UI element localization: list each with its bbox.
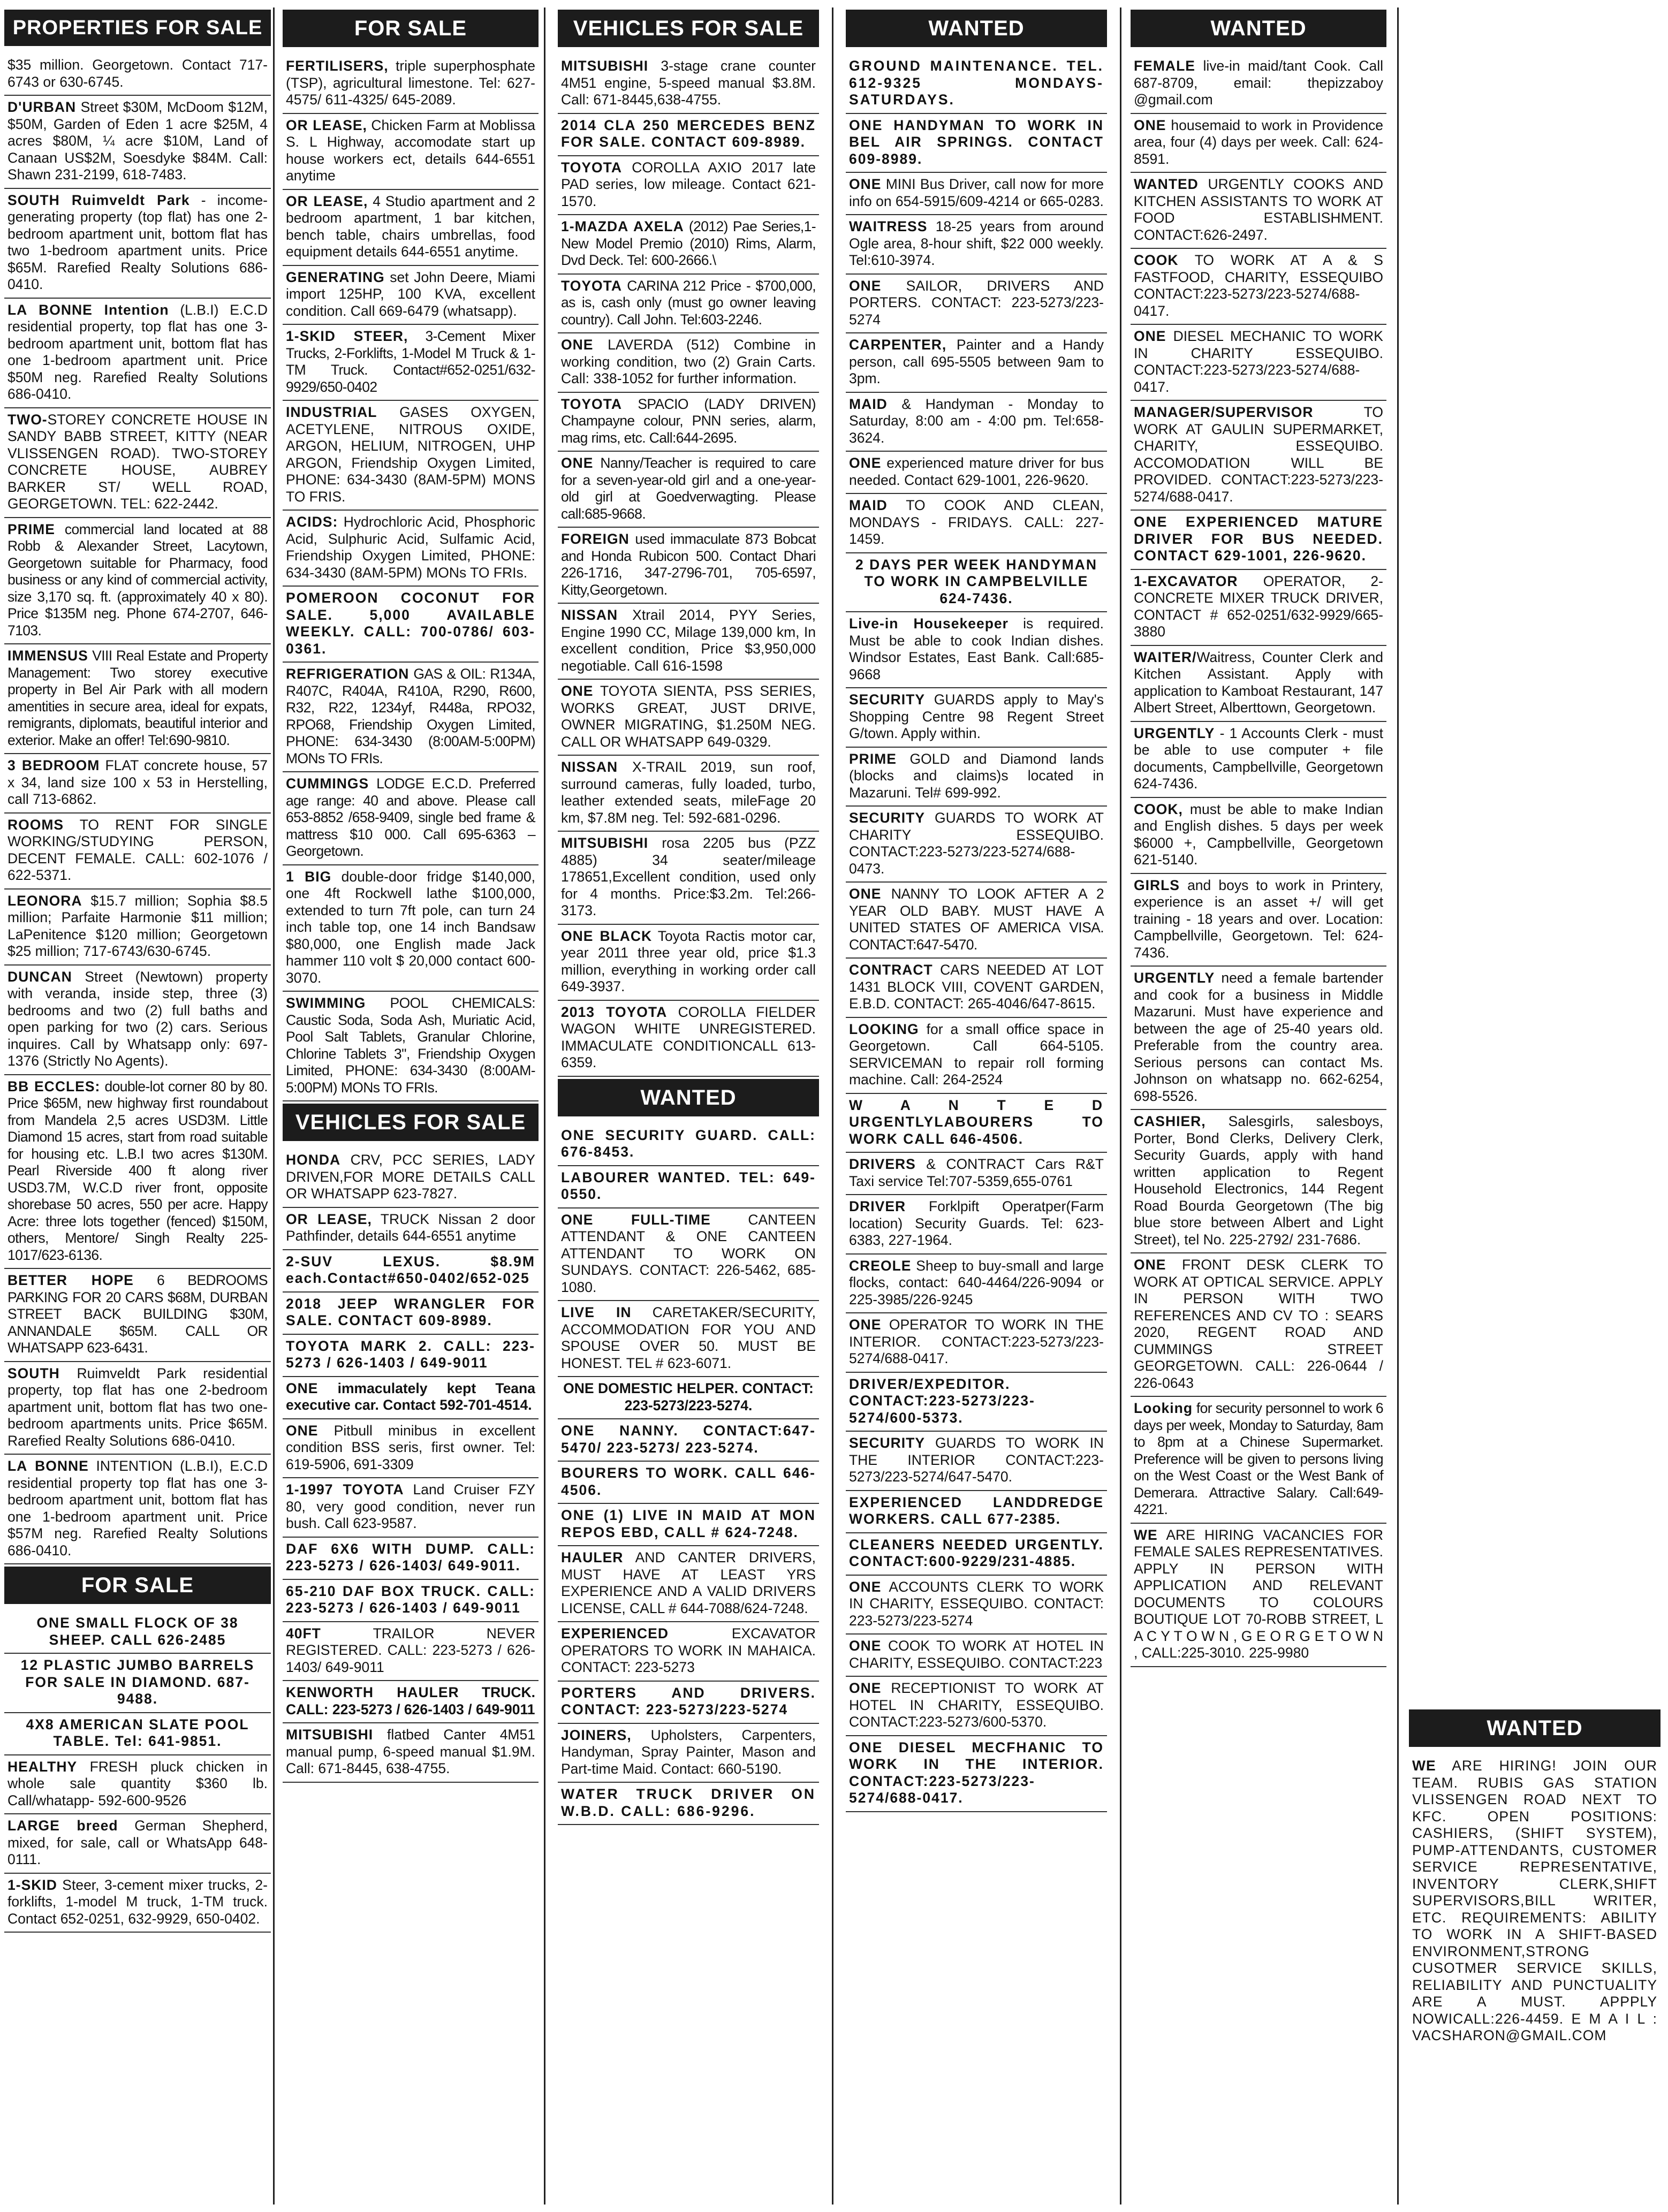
classified-ad: SECURITY GUARDS TO WORK AT CHARITY ESSEQUIBO. CONTACT:223-5273/223-5274/688-0473. <box>846 807 1107 883</box>
classified-ad: GENERATING set John Deere, Miami import 125HP, 100 KVA, excellent condition. Call 669-6479 (whatsapp). <box>283 266 539 325</box>
classified-ad: ONE LAVERDA (512) Combine in working condition, two (2) Grain Carts. Call: 338-1052 for further information. <box>558 333 819 393</box>
classified-ad: DRIVER/EXPEDITOR. CONTACT:223-5273/223-5274/600-5373. <box>846 1373 1107 1432</box>
classified-ad: CASHIER, Salesgirls, salesboys, Porter, Bond Clerks, Delivery Clerk, Security Guards, apply with hand written application to Regent Household Electronics, 144 Regent Road Bourda Georgetown (The big blue store between Albert and Light Street), tel No. 225-2792/ 231-7686. <box>1131 1110 1386 1253</box>
section-header: WANTED <box>1131 10 1386 47</box>
classified-ad: GROUND MAINTENANCE. TEL. 612-9325 MONDAYS-SATURDAYS. <box>846 55 1107 114</box>
classified-ad: ONE MINI Bus Driver, call now for more info on 654-5915/609-4214 or 665-0283. <box>846 173 1107 215</box>
section-header: WANTED <box>846 10 1107 47</box>
classified-ad: 1-SKID STEER, 3-Cement Mixer Trucks, 2-Forklifts, 1-Model M Truck & 1-TM Truck. Contact#652-0251/632-9929/650-0402 <box>283 325 539 401</box>
classified-ad: ONE OPERATOR TO WORK IN THE INTERIOR. CONTACT:223-5273/223-5274/688-0417. <box>846 1313 1107 1373</box>
classified-ad: 1-1997 TOYOTA Land Cruiser FZY 80, very good condition, never run bush. Call 623-9587. <box>283 1478 539 1538</box>
classified-ad: ONE FRONT DESK CLERK TO WORK AT OPTICAL SERVICE. APPLY IN PERSON WITH TWO REFERENCES AND CV TO : SEARS 2020, REGENT ROAD AND CUMMINGS STREET GEORGETOWN. CALL: 226-0644 / 226-0643 <box>1131 1253 1386 1397</box>
classified-ad: ONE NANNY TO LOOK AFTER A 2 YEAR OLD BABY. MUST HAVE A UNITED STATES OF AMERICA VISA. CONTACT:647-5470. <box>846 883 1107 959</box>
classified-ad: TOYOTA SPACIO (LADY DRIVEN) Champayne colour, PNN series, alarm, mag rims, etc. Call:644-2695. <box>558 393 819 452</box>
column-divider <box>273 7 275 2205</box>
classified-ad: TOYOTA MARK 2. CALL: 223-5273 / 626-1403 / 649-9011 <box>283 1335 539 1377</box>
section-header: VEHICLES FOR SALE <box>283 1104 539 1141</box>
classified-ad: 12 PLASTIC JUMBO BARRELS FOR SALE IN DIAMOND. 687-9488. <box>4 1654 271 1713</box>
classified-ad: FOREIGN used immaculate 873 Bobcat and Honda Rubicon 500. Contact Dhari 226-1716, 347-2796-701, 705-6597, Kitty,Georgetown. <box>558 528 819 604</box>
section-header: VEHICLES FOR SALE <box>558 10 819 47</box>
classified-ad: ONE RECEPTIONIST TO WORK AT HOTEL IN CHARITY, ESSEQUIBO. CONTACT:223-5273/600-5370. <box>846 1677 1107 1736</box>
classified-ad: GIRLS and boys to work in Printery, experience is an asset +/ will get training - 18 years and over. Location: Campbellville, Georgetown. Tel: 624-7436. <box>1131 874 1386 967</box>
column-divider <box>1397 7 1399 2205</box>
classified-ad: MITSUBISHI 3-stage crane counter 4M51 engine, 5-speed manual $3.8M. Call: 671-8445,638-4755. <box>558 55 819 114</box>
classified-ad: 65-210 DAF BOX TRUCK. CALL: 223-5273 / 626-1403 / 649-9011 <box>283 1580 539 1622</box>
classified-ad: 2018 JEEP WRANGLER FOR SALE. CONTACT 609-8989. <box>283 1293 539 1335</box>
classified-ad: W A N T E D URGENTLYLABOURERS TO WORK CALL 646-4506. <box>846 1094 1107 1153</box>
classified-ad: EXPERIENCED EXCAVATOR OPERATORS TO WORK IN MAHAICA. CONTACT: 223-5273 <box>558 1622 819 1682</box>
classified-ad: ONE NANNY. CONTACT:647-5470/ 223-5273/ 223-5274. <box>558 1419 819 1462</box>
classified-ad: 2014 CLA 250 MERCEDES BENZ FOR SALE. CONTACT 609-8989. <box>558 114 819 156</box>
classified-ad: ONE experienced mature driver for bus needed. Contact 629-1001, 226-9620. <box>846 452 1107 494</box>
classified-ad: ONE SAILOR, DRIVERS AND PORTERS. CONTACT: 223-5273/223-5274 <box>846 275 1107 334</box>
blank-space <box>1409 7 1661 1707</box>
column-wanted <box>846 7 1107 2205</box>
classified-ad: Looking for security personnel to work 6 days per week, Monday to Saturday, 8am to 8pm at a Chinese Supermarket. Preference will be given to persons living on the West Coast or the West Bank of Demerara. Attractive Salary. Call:649-4221. <box>1131 1397 1386 1524</box>
classified-ad: LEONORA $15.7 million; Sophia $8.5 million; Parfaite Harmonie $11 million; LaPenitence $120 million; Georgetown $25 million; 717-6743/630-6745. <box>4 890 271 966</box>
classified-ad: HAULER AND CANTER DRIVERS, MUST HAVE AT LEAST YRS EXPERIENCE AND A VALID DRIVERS LICENSE, CALL # 644-7088/624-7248. <box>558 1546 819 1622</box>
classified-ad: ONE Pitbull minibus in excellent condition BSS seris, first owner. Tel: 619-5906, 691-3309 <box>283 1419 539 1479</box>
classified-ad: DUNCAN Street (Newtown) property with veranda, inside step, three (3) bedrooms and two (2) full baths and open parking for two (2) cars. Serious inquires. Call by Whatsapp only: 697-1376 (Strictly No Agents). <box>4 966 271 1075</box>
classified-ad: MAID & Handyman - Monday to Saturday, 8:00 am - 4:00 pm. Tel:658-3624. <box>846 393 1107 452</box>
classified-ad: NISSAN Xtrail 2014, PYY Series, Engine 1990 CC, Milage 139,000 km, In excellent condition, Price $3,950,000 negotiable. Call 616-1598 <box>558 604 819 680</box>
classified-ad: D'URBAN Street $30M, McDoom $12M, $50M, Garden of Eden 1 acre $25M, 4 acres $80M, ¼ acre $10M, Land of Canaan US$2M, Soesdyke $84M. Call: Shawn 231-2199, 618-7483. <box>4 96 271 189</box>
classified-ad: LIVE IN CARETAKER/SECURITY, ACCOMMODATION FOR YOU AND SPOUSE OVER 50. MUST BE HONEST. TEL # 623-6071. <box>558 1301 819 1377</box>
classified-ad: 1-SKID Steer, 3-cement mixer trucks, 2-forklifts, 1-model M truck, 1-TM truck. Contact 652-0251, 632-9929, 650-0402. <box>4 1874 271 1933</box>
classified-ad: ONE HANDYMAN TO WORK IN BEL AIR SPRINGS. CONTACT 609-8989. <box>846 114 1107 173</box>
classified-ad: SOUTH Ruimveldt Park - income-generating property (top flat) has one 2-bedroom apartment unit, bottom flat has two 1-bedroom apartment units. Price $65M. Rarefied Realty Solutions 686-0410. <box>4 189 271 299</box>
classified-ad: ONE housemaid to work in Providence area, four (4) days per week. Call: 624-8591. <box>1131 114 1386 173</box>
classified-ad: CARPENTER, Painter and a Handy person, call 695-5505 between 9am to 3pm. <box>846 333 1107 393</box>
classified-ad: IMMENSUS VIII Real Estate and Property Management: Two storey executive property in Bel Air Park with all modern amentities in secure area, ideal for expats, remigrants, diplomats, beautiful interior and exterior. Make an offer! Tel:690-9810. <box>4 644 271 754</box>
classified-ad: MITSUBISHI rosa 2205 bus (PZZ 4885) 34 seater/mileage 178651,Excellent condition, used only for 4 months. Price:$3.2m. Tel:266-3173. <box>558 832 819 925</box>
classified-ad: PRIME commercial land located at 88 Robb & Alexander Street, Lacytown, Georgetown suitable for Pharmacy, food business or any kind of commercial activity, size 3,170 sq. ft. (approximately 40 x 80). Price $135M neg. Phone 674-2707, 646-7103. <box>4 518 271 645</box>
classified-ad: KENWORTH HAULER TRUCK. CALL: 223-5273 / 626-1403 / 649-9011 <box>283 1681 539 1723</box>
classified-ad: TOYOTA COROLLA AXIO 2017 late PAD series, low mileage. Contact 621-1570. <box>558 156 819 216</box>
classified-ad: 4X8 AMERICAN SLATE POOL TABLE. Tel: 641-9851. <box>4 1713 271 1755</box>
classified-ad: 1-MAZDA AXELA (2012) Pae Series,1- New Model Premio (2010) Rims, Alarm, Dvd Deck. Tel: 600-2666.\ <box>558 215 819 275</box>
section-header: FOR SALE <box>4 1567 271 1604</box>
classified-ad: ONE immaculately kept Teana executive car. Contact 592-701-4514. <box>283 1377 539 1419</box>
classified-ad: PRIME GOLD and Diamond lands (blocks and claims)s located in Mazaruni. Tel# 699-992. <box>846 748 1107 807</box>
classified-ad: ONE DIESEL MECFHANIC TO WORK IN THE INTERIOR. CONTACT:223-5273/223-5274/688-0417. <box>846 1736 1107 1812</box>
classified-ad: DRIVER Forklpift Operatper(Farm location) Security Guards. Tel: 623-6383, 227-1964. <box>846 1195 1107 1255</box>
section-header: WANTED <box>1409 1709 1661 1747</box>
classified-ad: WANTED URGENTLY COOKS AND KITCHEN ASSISTANTS TO WORK AT FOOD ESTABLISHMENT. CONTACT:626-2497. <box>1131 173 1386 249</box>
classified-ad: TWO-STOREY CONCRETE HOUSE IN SANDY BABB STREET, KITTY (NEAR VLISSENGEN ROAD). TWO-STOREY CONCRETE HOUSE, AUBREY BARKER ST/ WELL ROAD, GEORGETOWN. TEL: 622-2442. <box>4 408 271 518</box>
classified-ad: CUMMINGS LODGE E.C.D. Preferred age range: 40 and above. Please call 653-8852 /658-9409, single bed frame & mattress $10 000. Call 695-6363 – Georgetown. <box>283 772 539 865</box>
classified-ad: 2013 TOYOTA COROLLA FIELDER WAGON WHITE UNREGISTERED. IMMACULATE CONDITIONCALL 613-6359. <box>558 1001 819 1077</box>
classified-ad: OR LEASE, 4 Studio apartment and 2 bedroom apartment, 1 bar kitchen, bench table, chairs umbrellas, food equipment details 644-6551 anytime. <box>283 190 539 266</box>
classified-ad: CREOLE Sheep to buy-small and large flocks, contact: 640-4464/226-9094 or 225-3985/226-9245 <box>846 1255 1107 1314</box>
classified-ad: ACIDS: Hydrochloric Acid, Phosphoric Acid, Sulphuric Acid, Sulfamic Acid, Friendship Oxygen Limited, PHONE: 634-3430 (8AM-5PM) MONs TO FRIs. <box>283 511 539 587</box>
classified-ad: MITSUBISHI flatbed Canter 4M51 manual pump, 6-speed manual $1.9M. Call: 671-8445, 638-4755. <box>283 1723 539 1783</box>
classified-ad: PORTERS AND DRIVERS. CONTACT: 223-5273/223-5274 <box>558 1682 819 1724</box>
column-properties-for-sale <box>4 7 271 2205</box>
classified-ad: LA BONNE Intention (L.B.I) E.C.D residential property, top flat has one 3-bedroom apartment unit, bottom flat has one 1-bedroom apartment unit. Price $50M neg. Rarefied Realty Solutions 686-0410. <box>4 299 271 408</box>
classified-ad: ONE COOK TO WORK AT HOTEL IN CHARITY, ESSEQUIBO. CONTACT:223 <box>846 1635 1107 1677</box>
classified-ad: 2 DAYS PER WEEK HANDYMAN TO WORK IN CAMPBELVILLE 624-7436. <box>846 553 1107 613</box>
classified-ad: URGENTLY - 1 Accounts Clerk - must be able to use computer + file documents, Campbellville, Georgetown 624-7436. <box>1131 722 1386 798</box>
section-header: WANTED <box>558 1079 819 1116</box>
classified-ad: COOK TO WORK AT A & S FASTFOOD, CHARITY, ESSEQUIBO CONTACT:223-5273/223-5274/688-0417. <box>1131 249 1386 325</box>
classified-ad: ONE Nanny/Teacher is required to care for a seven-year-old girl and a one-year-old girl at Goedverwagting. Please call:685-9668. <box>558 452 819 528</box>
classified-ad: BOURERS TO WORK. CALL 646-4506. <box>558 1462 819 1504</box>
classified-ad: MANAGER/SUPERVISOR TO WORK AT GAULIN SUPERMARKET, CHARITY, ESSEQUIBO. ACCOMODATION WILL BE PROVIDED. CONTACT:223-5273/223-5274/688-0417. <box>1131 401 1386 511</box>
classified-ad: ONE DIESEL MECHANIC TO WORK IN CHARITY ESSEQUIBO. CONTACT:223-5273/223-5274/688-0417. <box>1131 325 1386 401</box>
section-header: PROPERTIES FOR SALE <box>4 10 271 46</box>
classified-ad: WATER TRUCK DRIVER ON W.B.D. CALL: 686-9296. <box>558 1783 819 1825</box>
classified-ad: LABOURER WANTED. TEL: 649-0550. <box>558 1166 819 1208</box>
classified-ad: DRIVERS & CONTRACT Cars R&T Taxi service Tel:707-5359,655-0761 <box>846 1153 1107 1195</box>
classified-ad: REFRIGERATION GAS & OIL: R134A, R407C, R404A, R410A, R290, R600, R32, R22, 1234yf, R448a, RPO32, RPO68, Friendship Oxygen Limited, PHONE: 634-3430 (8:00AM-5:00PM) MONs TO FRIs. <box>283 663 539 772</box>
classified-ad: OR LEASE, Chicken Farm at Moblissa S. L Highway, accomodate start up house workers ect, details 644-6551 anytime <box>283 114 539 190</box>
classified-ad: SECURITY GUARDS TO WORK IN THE INTERIOR CONTACT:223-5273/223-5274/647-5470. <box>846 1432 1107 1491</box>
classified-ad: WAITRESS 18-25 years from around Ogle area, 8-hour shift, $22 000 weekly. Tel:610-3974. <box>846 215 1107 275</box>
classified-ad: Live-in Housekeeper is required. Must be able to cook Indian dishes. Windsor Estates, East Bank. Call:685-9668 <box>846 612 1107 688</box>
column-divider <box>544 7 545 2205</box>
classified-ad: BETTER HOPE 6 BEDROOMS PARKING FOR 20 CARS $68M, DURBAN STREET BACK BUILDING $30M, ANNANDALE $65M. CALL OR WHATSAPP 623-6431. <box>4 1269 271 1362</box>
classified-ad: 2-SUV LEXUS. $8.9M each.Contact#650-0402/652-025 <box>283 1250 539 1293</box>
classified-ad: ROOMS TO RENT FOR SINGLE WORKING/STUDYING PERSON, DECENT FEMALE. CALL: 602-1076 / 622-5371. <box>4 814 271 890</box>
classified-ad: SOUTH Ruimveldt Park residential property, top flat has one 2-bedroom apartment unit, bottom flat has two one-bedroom apartments units. Price $65M. Rarefied Realty Solutions 686-0410. <box>4 1362 271 1455</box>
section-header: FOR SALE <box>283 10 539 47</box>
classified-ad: ONE EXPERIENCED MATURE DRIVER FOR BUS NEEDED. CONTACT 629-1001, 226-9620. <box>1131 511 1386 570</box>
classified-ad: WAITER/Waitress, Counter Clerk and Kitchen Assistant. Apply with application to Kamboat Restaurant, 147 Albert Street, Alberttown, Georgetown. <box>1131 646 1386 722</box>
classified-ad: $35 million. Georgetown. Contact 717-6743 or 630-6745. <box>4 54 271 96</box>
classified-ad: 3 BEDROOM FLAT concrete house, 57 x 34, land size 100 x 53 in Herstelling, call 713-6862. <box>4 754 271 814</box>
column-wanted-2 <box>1131 7 1386 2205</box>
classified-ad: ONE BLACK Toyota Ractis motor car, year 2011 three year old, price $1.3 million, everything in working order call 649-3937. <box>558 925 819 1001</box>
classified-ad: COOK, must be able to make Indian and English dishes. 5 days per week $6000 +, Campbellville, Georgetown 621-5140. <box>1131 798 1386 874</box>
classified-ad: ONE (1) LIVE IN MAID AT MON REPOS EBD, CALL # 624-7248. <box>558 1504 819 1546</box>
classified-ad: ONE DOMESTIC HELPER. CONTACT: 223-5273/223-5274. <box>558 1377 819 1419</box>
classified-ad: JOINERS, Upholsters, Carpenters, Handyman, Spray Painter, Mason and Part-time Maid. Contact: 660-5190. <box>558 1724 819 1783</box>
classified-ad: ONE ACCOUNTS CLERK TO WORK IN CHARITY, ESSEQUIBO. CONTACT: 223-5273/223-5274 <box>846 1576 1107 1635</box>
classified-ad: LA BONNE INTENTION (L.B.I), E.C.D residential property top flat has one 3-bedroom apartment unit, bottom flat has one 1-bedroom apartment unit. Price $57M neg. Rarefied Realty Solutions 686-0410. <box>4 1455 271 1564</box>
classified-ad: INDUSTRIAL GASES OXYGEN, ACETYLENE, NITROUS OXIDE, ARGON, HELIUM, NITROGEN, UHP ARGON, Friendship Oxygen Limited, PHONE: 634-3430 (8AM-5PM) MONS TO FRIS. <box>283 401 539 511</box>
classified-ad: CLEANERS NEEDED URGENTLY. CONTACT:600-9229/231-4885. <box>846 1533 1107 1576</box>
classified-ad: 1-EXCAVATOR OPERATOR, 2- CONCRETE MIXER TRUCK DRIVER, CONTACT # 652-0251/632-9929/665-3880 <box>1131 570 1386 646</box>
classified-ad: WE ARE HIRING! JOIN OUR TEAM. RUBIS GAS STATION VLISSENGEN ROAD NEXT TO KFC. OPEN POSITIONS: CASHIERS, (SHIFT SYSTEM), PUMP-ATTENDANTS, CUSTOMER SERVICE REPRESENTATIVE, INVENTORY CLERK,SHIFT SUPERVISORS,BILL WRITER, ETC. REQUIREMENTS: ABILITY TO WORK IN A SHIFT-BASED ENVIRONMENT,STRONG CUSOTMER SERVICE SKILLS, RELIABILITY AND PUNCTUALITY ARE A MUST. APPPLY NOWICALL:226-4459. E M A I L : VACSHARON@GMAIL.COM <box>1412 1758 1657 2043</box>
classified-ad: HEALTHY FRESH pluck chicken in whole sale quantity $360 lb. Call/whatapp- 592-600-9526 <box>4 1755 271 1815</box>
column-vehicles-for-sale <box>558 7 819 2205</box>
classified-ad: URGENTLY need a female bartender and cook for a business in Middle Mazaruni. Must have experience and between the age of 25-40 years old. Preferable from the country area. Serious persons can contact Ms. Johnson on whatsapp no. 662-6254, 698-5526. <box>1131 967 1386 1110</box>
classified-ad: OR LEASE, TRUCK Nissan 2 door Pathfinder, details 644-6551 anytime <box>283 1208 539 1250</box>
classified-ad: WE ARE HIRING VACANCIES FOR FEMALE SALES REPRESENTATIVES. APPLY IN PERSON WITH APPLICATION AND RELEVANT DOCUMENTS TO COLOURS BOUTIQUE LOT 70-ROBB STREET, L A C Y T O W N , G E O R G E T O W N , CALL:225-3010. 225-9980 <box>1131 1524 1386 1667</box>
classified-ad: HONDA CRV, PCC SERIES, LADY DRIVEN,FOR MORE DETAILS CALL OR WHATSAPP 623-7827. <box>283 1149 539 1208</box>
classified-ad: MAID TO COOK AND CLEAN, MONDAYS - FRIDAYS. CALL: 227-1459. <box>846 494 1107 553</box>
column-divider <box>1120 7 1121 2205</box>
classified-ad: CONTRACT CARS NEEDED AT LOT 1431 BLOCK VIII, COVENT GARDEN, E.B.D. CONTACT: 265-4046/647-8615. <box>846 959 1107 1018</box>
classified-ad: TOYOTA CARINA 212 Price - $700,000, as is, cash only (must go owner leaving country). Call John. Tel:603-2246. <box>558 275 819 334</box>
column-for-sale <box>283 7 539 2205</box>
classified-ad: POMEROON COCONUT FOR SALE. 5,000 AVAILABLE WEEKLY. CALL: 700-0786/ 603-0361. <box>283 587 539 663</box>
classified-ad: LARGE breed German Shepherd, mixed, for sale, call or WhatsApp 648-0111. <box>4 1814 271 1874</box>
classified-ad: EXPERIENCED LANDDREDGE WORKERS. CALL 677-2385. <box>846 1491 1107 1533</box>
classified-ad: ONE SMALL FLOCK OF 38 SHEEP. CALL 626-2485 <box>4 1612 271 1654</box>
classified-ad: ONE SECURITY GUARD. CALL: 676-8453. <box>558 1124 819 1166</box>
classified-ad: BB ECCLES: double-lot corner 80 by 80. Price $65M, new highway first roundabout from Mandela 2,5 acres USD3M. Little Diamond 15 acres, start from road suitable for housing etc. L.B.I two acres $130M. Pearl Riverside 400 ft along river USD3.7M, W.C.D river front, opposite shorebase 50 acres, 550 per acre. Happy Acre: three lots together (fenced) $150M, others, Mentore/ Singh Realty 225-1017/623-6136. <box>4 1075 271 1270</box>
classified-ad: NISSAN X-TRAIL 2019, sun roof, surround cameras, fully loaded, turbo, leather extended seats, mileFage 20 km, $7.8M neg. Tel: 592-681-0296. <box>558 756 819 832</box>
column-wanted-3 <box>1409 7 1661 2205</box>
classified-ad: LOOKING for a small office space in Georgetown. Call 664-5105. SERVICEMAN to repair roll forming machine. Call: 264-2524 <box>846 1018 1107 1094</box>
classified-ad: DAF 6X6 WITH DUMP. CALL: 223-5273 / 626-1403/ 649-9011. <box>283 1538 539 1580</box>
classified-ad: ONE FULL-TIME CANTEEN ATTENDANT & ONE CANTEEN ATTENDANT TO WORK ON SUNDAYS. CONTACT: 226-5462, 685-1080. <box>558 1208 819 1302</box>
classified-ad: SWIMMING POOL CHEMICALS: Caustic Soda, Soda Ash, Muriatic Acid, Pool Salt Tablets, Granular Chlorine, Chlorine Tablets 3", Friendship Oxygen Limited, PHONE: 634-3430 (8:00AM-5:00PM) MONs TO FRIs. <box>283 992 539 1101</box>
column-divider <box>832 7 833 2205</box>
classified-ad: ONE TOYOTA SIENTA, PSS SERIES, WORKS GREAT, JUST DRIVE, OWNER MIGRATING, $1.250M NEG. CALL OR WHATSAPP 649-0329. <box>558 680 819 756</box>
classified-ad: 1 BIG double-door fridge $140,000, one 4ft Rockwell lathe $100,000, extended to turn 7ft pole, can turn 24 inch table top, one 14 inch Bandsaw $80,000, one English made Jack hammer 110 volt $ 20,000 contact 600-3070. <box>283 865 539 992</box>
classified-ad: SECURITY GUARDS apply to May's Shopping Centre 98 Regent Street G/town. Apply within. <box>846 688 1107 748</box>
classified-ad: FEMALE live-in maid/tant Cook. Call 687-8709, email: thepizzaboy @gmail.com <box>1131 55 1386 114</box>
classified-ad: FERTILISERS, triple superphosphate (TSP), agricultural limestone. Tel: 627-4575/ 611-4325/ 645-2089. <box>283 55 539 114</box>
classified-ad: 40FT TRAILOR NEVER REGISTERED. CALL: 223-5273 / 626-1403/ 649-9011 <box>283 1622 539 1682</box>
